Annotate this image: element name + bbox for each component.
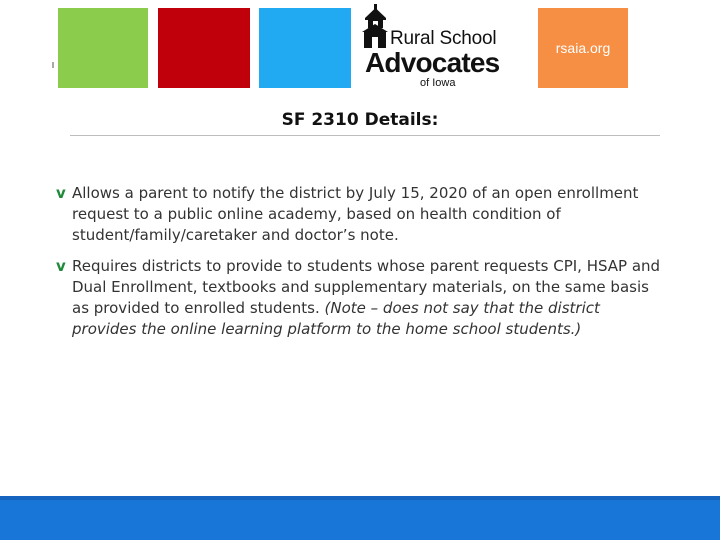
header-banner xyxy=(0,0,720,100)
diamond-bullet-icon: v xyxy=(56,184,66,202)
list-item xyxy=(56,256,666,340)
logo-text-rural-school: Rural School xyxy=(390,28,497,49)
bullet-text: Allows a parent to notify the district by July 15, 2020 of an open enrollment request to a public online academy, based on health condition of student/family/caretaker and doctor’s note. xyxy=(72,184,639,244)
footer-bar xyxy=(0,496,720,540)
bullet-text: Requires districts to provide to students whose parent requests CPI, HSAP and Dual Enrollment, textbooks and supplementary materials, on the same basis as provided to enrolled students. xyxy=(72,257,661,317)
blue-color-block xyxy=(259,8,351,88)
list-item xyxy=(56,183,666,246)
website-badge xyxy=(538,8,628,88)
slide-title: SF 2310 Details: xyxy=(281,110,439,130)
bullet-list xyxy=(56,183,666,350)
schoolhouse-icon xyxy=(362,4,392,50)
rsaia-logo xyxy=(360,4,526,90)
logo-text-advocates: Advocates xyxy=(365,47,500,78)
bullet-note: (Note – does not say that the district provides the online learning platform to the home school students.) xyxy=(72,299,600,338)
red-color-block xyxy=(158,8,250,88)
green-color-block xyxy=(58,8,148,88)
edge-mark xyxy=(52,62,54,68)
title-divider xyxy=(70,135,660,136)
diamond-bullet-icon: v xyxy=(56,257,66,275)
footer-accent-line xyxy=(0,496,720,500)
logo-text-of-iowa: of Iowa xyxy=(420,77,456,89)
website-label: rsaia.org xyxy=(555,40,611,56)
